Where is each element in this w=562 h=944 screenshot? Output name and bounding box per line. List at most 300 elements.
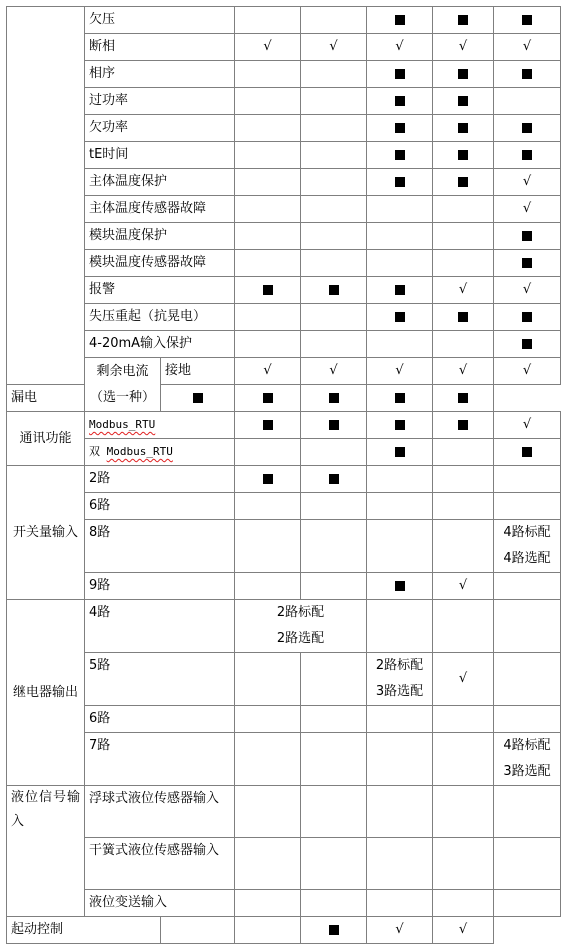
spec-mark-cell <box>433 439 494 466</box>
filled-square-icon <box>329 285 339 295</box>
spec-mark-cell <box>301 223 367 250</box>
filled-square-icon <box>395 123 405 133</box>
check-mark-icon: √ <box>458 922 468 937</box>
spec-mark-cell <box>235 439 301 466</box>
spellcheck-underline: Modbus_RTU <box>89 418 156 431</box>
spec-mark-cell <box>301 573 367 600</box>
spec-mark-cell <box>367 733 433 786</box>
filled-square-icon <box>522 69 532 79</box>
category-label: 开关量输入 <box>12 524 78 540</box>
feature-name: 浮球式液位传感器输入 <box>89 791 220 806</box>
feature-name-cell <box>85 493 235 520</box>
spec-mark-cell <box>367 786 433 838</box>
spec-mark-cell <box>367 7 433 34</box>
table-row <box>7 169 561 196</box>
table-row <box>7 706 561 733</box>
spec-mark-cell <box>367 331 433 358</box>
spec-mark-cell <box>433 358 494 385</box>
feature-name-cell <box>7 385 85 412</box>
spec-mark-cell <box>235 733 301 786</box>
spec-mark-cell <box>235 88 301 115</box>
spec-mark-cell <box>301 917 367 944</box>
spec-mark-cell <box>235 142 301 169</box>
feature-name: 2路 <box>89 471 111 486</box>
spec-mark-cell <box>433 412 494 439</box>
filled-square-icon <box>263 420 273 430</box>
spec-mark-cell <box>433 277 494 304</box>
spec-note-line: 3路选配 <box>375 684 424 699</box>
check-mark-icon: √ <box>522 282 532 297</box>
spec-mark-cell <box>494 573 561 600</box>
feature-name: 相序 <box>89 66 116 81</box>
filled-square-icon <box>395 96 405 106</box>
spec-mark-cell <box>494 493 561 520</box>
spec-note-cell <box>235 600 367 653</box>
spec-mark-cell <box>433 493 494 520</box>
spec-mark-cell <box>367 196 433 223</box>
filled-square-icon <box>395 15 405 25</box>
spec-note <box>498 520 556 572</box>
table-row <box>7 600 561 653</box>
category-label: 通讯功能 <box>19 430 72 446</box>
spec-mark-cell <box>235 385 301 412</box>
feature-name-cell <box>85 890 235 917</box>
spec-mark-cell <box>433 890 494 917</box>
table-row <box>7 838 561 890</box>
feature-name-cell <box>85 169 235 196</box>
spec-mark-cell <box>235 917 301 944</box>
table-row <box>7 277 561 304</box>
filled-square-icon <box>458 15 468 25</box>
filled-square-icon <box>458 150 468 160</box>
feature-name-cell <box>85 600 235 653</box>
feature-name: 7路 <box>89 738 111 753</box>
feature-name: 干簧式液位传感器输入 <box>89 843 220 858</box>
spec-mark-cell <box>301 706 367 733</box>
spec-mark-cell <box>494 142 561 169</box>
spec-mark-cell <box>433 573 494 600</box>
spec-mark-cell <box>301 34 367 61</box>
spec-mark-cell <box>494 358 561 385</box>
feature-name: 6路 <box>89 498 111 513</box>
spec-mark-cell <box>367 890 433 917</box>
spec-mark-cell <box>367 520 433 573</box>
feature-name-cell <box>85 653 235 706</box>
feature-name: 欠功率 <box>89 120 129 135</box>
filled-square-icon <box>522 312 532 322</box>
filled-square-icon <box>522 231 532 241</box>
filled-square-icon <box>395 312 405 322</box>
spec-mark-cell <box>301 466 367 493</box>
table-row <box>7 142 561 169</box>
feature-name-cell <box>85 412 235 439</box>
spec-mark-cell <box>367 917 433 944</box>
spellcheck-underline: Modbus_RTU <box>106 445 173 458</box>
spec-mark-cell <box>301 331 367 358</box>
filled-square-icon <box>329 925 339 935</box>
filled-square-icon <box>395 150 405 160</box>
check-mark-icon: √ <box>329 363 338 378</box>
spec-mark-cell <box>235 706 301 733</box>
spec-mark-cell <box>367 277 433 304</box>
spec-mark-cell <box>367 439 433 466</box>
spec-mark-cell <box>235 493 301 520</box>
spec-mark-cell <box>367 250 433 277</box>
spec-mark-cell <box>235 653 301 706</box>
check-mark-icon: √ <box>263 39 272 54</box>
category-cell <box>7 786 85 917</box>
spec-mark-cell <box>494 88 561 115</box>
filled-square-icon <box>522 447 532 457</box>
spec-mark-cell <box>367 573 433 600</box>
table-row <box>7 250 561 277</box>
spec-mark-cell <box>301 61 367 88</box>
category-cell <box>7 917 161 944</box>
check-mark-icon: √ <box>395 39 404 54</box>
spec-note-line: 4路标配 <box>503 738 551 753</box>
spec-mark-cell <box>301 250 367 277</box>
spec-mark-cell <box>301 838 367 890</box>
spec-note-line: 2路标配 <box>276 605 325 620</box>
spec-mark-cell <box>235 573 301 600</box>
spec-mark-cell <box>301 142 367 169</box>
spec-mark-cell <box>235 358 301 385</box>
filled-square-icon <box>458 69 468 79</box>
feature-name: 4路 <box>89 605 111 620</box>
feature-name-cell <box>85 573 235 600</box>
spec-mark-cell <box>433 466 494 493</box>
spec-mark-cell <box>367 61 433 88</box>
spec-note-line: 2路标配 <box>375 658 424 673</box>
spec-mark-cell <box>433 7 494 34</box>
group-cell <box>85 358 161 412</box>
feature-name-cell <box>85 88 235 115</box>
spec-mark-cell <box>301 439 367 466</box>
spec-mark-cell <box>433 917 494 944</box>
spec-mark-cell <box>235 786 301 838</box>
feature-name: tE时间 <box>89 147 129 162</box>
spec-mark-cell <box>301 653 367 706</box>
spec-mark-cell <box>494 7 561 34</box>
feature-name: 6路 <box>89 711 111 726</box>
table-row <box>7 7 561 34</box>
spec-mark-cell <box>235 838 301 890</box>
spec-mark-cell <box>301 169 367 196</box>
spec-mark-cell <box>494 223 561 250</box>
feature-name: 4-20mA输入保护 <box>89 336 193 351</box>
spec-note-cell <box>494 733 561 786</box>
filled-square-icon <box>395 393 405 403</box>
spec-mark-cell <box>301 412 367 439</box>
spec-mark-cell <box>433 385 494 412</box>
table-row <box>7 358 561 385</box>
table-row <box>7 439 561 466</box>
spec-mark-cell <box>494 706 561 733</box>
spec-mark-cell <box>235 169 301 196</box>
table-row <box>7 917 561 944</box>
spec-mark-cell <box>301 88 367 115</box>
spec-mark-cell <box>494 439 561 466</box>
spec-mark-cell <box>494 412 561 439</box>
feature-name: 接地 <box>165 363 192 378</box>
check-mark-icon: √ <box>395 922 404 937</box>
spec-mark-cell <box>367 142 433 169</box>
spec-mark-cell <box>433 34 494 61</box>
feature-name: 液位变送输入 <box>89 895 168 910</box>
spec-mark-cell <box>433 786 494 838</box>
check-mark-icon: √ <box>458 282 468 297</box>
spec-mark-cell <box>367 223 433 250</box>
spec-mark-cell <box>433 88 494 115</box>
spec-mark-cell <box>235 277 301 304</box>
spec-mark-cell <box>161 385 235 412</box>
filled-square-icon <box>329 474 339 484</box>
table-row <box>7 304 561 331</box>
spec-mark-cell <box>301 493 367 520</box>
feature-name-cell <box>85 61 235 88</box>
table-row <box>7 115 561 142</box>
filled-square-icon <box>522 15 532 25</box>
spec-note-line: 4路标配 <box>503 525 551 540</box>
check-mark-icon: √ <box>522 201 532 216</box>
spec-mark-cell <box>433 142 494 169</box>
feature-name-cell <box>85 115 235 142</box>
check-mark-icon: √ <box>522 417 532 432</box>
spec-mark-cell <box>433 733 494 786</box>
spec-mark-cell <box>494 304 561 331</box>
feature-name: 5路 <box>89 658 111 673</box>
table-row <box>7 786 561 838</box>
spec-mark-cell <box>235 304 301 331</box>
table-row <box>7 890 561 917</box>
spec-mark-cell <box>235 34 301 61</box>
spec-mark-cell <box>367 34 433 61</box>
category-cell <box>7 412 85 466</box>
spec-note-cell <box>367 653 433 706</box>
filled-square-icon <box>458 123 468 133</box>
feature-name-cell <box>85 466 235 493</box>
feature-name-cell <box>85 439 235 466</box>
feature-name: 欠压 <box>89 12 116 27</box>
table-row <box>7 573 561 600</box>
spec-mark-cell <box>494 169 561 196</box>
spec-note <box>239 600 362 652</box>
category-label: 起动控制 <box>11 922 64 937</box>
spec-mark-cell <box>433 653 494 706</box>
spec-mark-cell <box>367 169 433 196</box>
feature-name: 报警 <box>89 282 116 297</box>
feature-name: 9路 <box>89 578 111 593</box>
spec-mark-cell <box>494 250 561 277</box>
check-mark-icon: √ <box>263 363 272 378</box>
feature-name: 模块温度传感器故障 <box>89 255 207 270</box>
table-row <box>7 331 561 358</box>
filled-square-icon <box>263 285 273 295</box>
feature-name-cell <box>85 277 235 304</box>
spec-mark-cell <box>433 331 494 358</box>
spec-mark-cell <box>235 115 301 142</box>
spec-mark-cell <box>433 169 494 196</box>
feature-name: 失压重起（抗晃电） <box>89 309 207 324</box>
feature-name: 双 Modbus_RTU <box>89 445 173 458</box>
filled-square-icon <box>329 420 339 430</box>
table-row <box>7 466 561 493</box>
feature-name: 主体温度传感器故障 <box>89 201 207 216</box>
spec-mark-cell <box>367 600 433 653</box>
spec-mark-cell <box>433 250 494 277</box>
feature-name-cell <box>85 786 235 838</box>
check-mark-icon: √ <box>458 39 468 54</box>
filled-square-icon <box>395 420 405 430</box>
spec-mark-cell <box>235 196 301 223</box>
feature-name-cell <box>85 34 235 61</box>
check-mark-icon: √ <box>329 39 338 54</box>
spec-mark-cell <box>367 412 433 439</box>
table-row <box>7 493 561 520</box>
spec-mark-cell <box>433 61 494 88</box>
spec-mark-cell <box>433 520 494 573</box>
spec-mark-cell <box>367 706 433 733</box>
spec-mark-cell <box>367 493 433 520</box>
table-row <box>7 223 561 250</box>
spec-mark-cell <box>301 7 367 34</box>
spec-mark-cell <box>301 786 367 838</box>
spec-mark-cell <box>235 466 301 493</box>
filled-square-icon <box>395 69 405 79</box>
spec-mark-cell <box>494 115 561 142</box>
filled-square-icon <box>263 393 273 403</box>
filled-square-icon <box>458 312 468 322</box>
check-mark-icon: √ <box>458 363 468 378</box>
filled-square-icon <box>329 393 339 403</box>
spec-mark-cell <box>301 304 367 331</box>
category-label: 液位信号输入 <box>11 790 80 829</box>
spec-mark-cell <box>301 890 367 917</box>
check-mark-icon: √ <box>395 363 404 378</box>
filled-square-icon <box>458 96 468 106</box>
check-mark-icon: √ <box>458 671 468 686</box>
table-row <box>7 88 561 115</box>
spec-mark-cell <box>494 277 561 304</box>
table-row <box>7 196 561 223</box>
spec-note-line: 4路选配 <box>503 551 551 566</box>
spec-mark-cell <box>161 917 235 944</box>
spec-mark-cell <box>235 61 301 88</box>
spec-mark-cell <box>367 385 433 412</box>
feature-spec-table <box>6 6 561 944</box>
group-label: 剩余电流（选一种） <box>89 363 155 405</box>
spec-mark-cell <box>367 358 433 385</box>
feature-name: 漏电 <box>11 390 38 405</box>
filled-square-icon <box>522 258 532 268</box>
spec-note-line: 3路选配 <box>503 764 551 779</box>
spec-mark-cell <box>367 304 433 331</box>
spec-mark-cell <box>494 838 561 890</box>
category-cell <box>7 600 85 786</box>
spec-mark-cell <box>494 653 561 706</box>
spec-mark-cell <box>494 600 561 653</box>
spec-mark-cell <box>301 115 367 142</box>
filled-square-icon <box>458 177 468 187</box>
spec-mark-cell <box>367 466 433 493</box>
spec-mark-cell <box>301 520 367 573</box>
feature-name-cell <box>85 331 235 358</box>
spec-mark-cell <box>235 520 301 573</box>
filled-square-icon <box>395 285 405 295</box>
feature-name-cell <box>85 838 235 890</box>
filled-square-icon <box>458 393 468 403</box>
filled-square-icon <box>263 474 273 484</box>
feature-name-cell <box>85 223 235 250</box>
feature-name <box>89 418 155 431</box>
spec-mark-cell <box>301 277 367 304</box>
spec-mark-cell <box>494 34 561 61</box>
feature-name-cell <box>85 7 235 34</box>
spec-mark-cell <box>494 890 561 917</box>
feature-name-cell <box>161 358 235 385</box>
feature-name: 主体温度保护 <box>89 174 168 189</box>
category-label: 继电器输出 <box>12 684 78 700</box>
filled-square-icon <box>395 581 405 591</box>
spec-mark-cell <box>301 385 367 412</box>
spec-mark-cell <box>494 331 561 358</box>
spec-mark-cell <box>494 61 561 88</box>
feature-name-cell <box>85 304 235 331</box>
spec-mark-cell <box>494 196 561 223</box>
filled-square-icon <box>193 393 203 403</box>
spec-mark-cell <box>235 250 301 277</box>
spec-mark-cell <box>235 223 301 250</box>
spec-mark-cell <box>367 115 433 142</box>
table-row <box>7 733 561 786</box>
spec-mark-cell <box>433 223 494 250</box>
spec-note-cell <box>494 520 561 573</box>
spec-mark-cell <box>235 890 301 917</box>
spec-mark-cell <box>433 838 494 890</box>
spec-mark-cell <box>301 733 367 786</box>
filled-square-icon <box>395 447 405 457</box>
spec-mark-cell <box>301 196 367 223</box>
feature-name-cell <box>85 196 235 223</box>
feature-name-cell <box>85 142 235 169</box>
feature-name-cell <box>85 520 235 573</box>
table-row <box>7 412 561 439</box>
feature-name: 断相 <box>89 39 116 54</box>
spec-note <box>498 733 556 785</box>
spec-mark-cell <box>433 196 494 223</box>
spec-mark-cell <box>433 600 494 653</box>
check-mark-icon: √ <box>458 578 468 593</box>
spec-mark-cell <box>367 838 433 890</box>
feature-name: 8路 <box>89 525 111 540</box>
spec-mark-cell <box>494 786 561 838</box>
spec-mark-cell <box>433 115 494 142</box>
feature-name-cell <box>85 250 235 277</box>
spec-table-body <box>7 7 561 944</box>
feature-name-cell <box>85 706 235 733</box>
check-mark-icon: √ <box>522 39 532 54</box>
feature-name: 模块温度保护 <box>89 228 168 243</box>
spec-note-line: 2路选配 <box>276 631 325 646</box>
table-row <box>7 520 561 573</box>
check-mark-icon: √ <box>522 174 532 189</box>
spec-mark-cell <box>494 466 561 493</box>
spec-mark-cell <box>433 304 494 331</box>
feature-name: 过功率 <box>89 93 129 108</box>
filled-square-icon <box>395 177 405 187</box>
check-mark-icon: √ <box>522 363 532 378</box>
filled-square-icon <box>522 150 532 160</box>
